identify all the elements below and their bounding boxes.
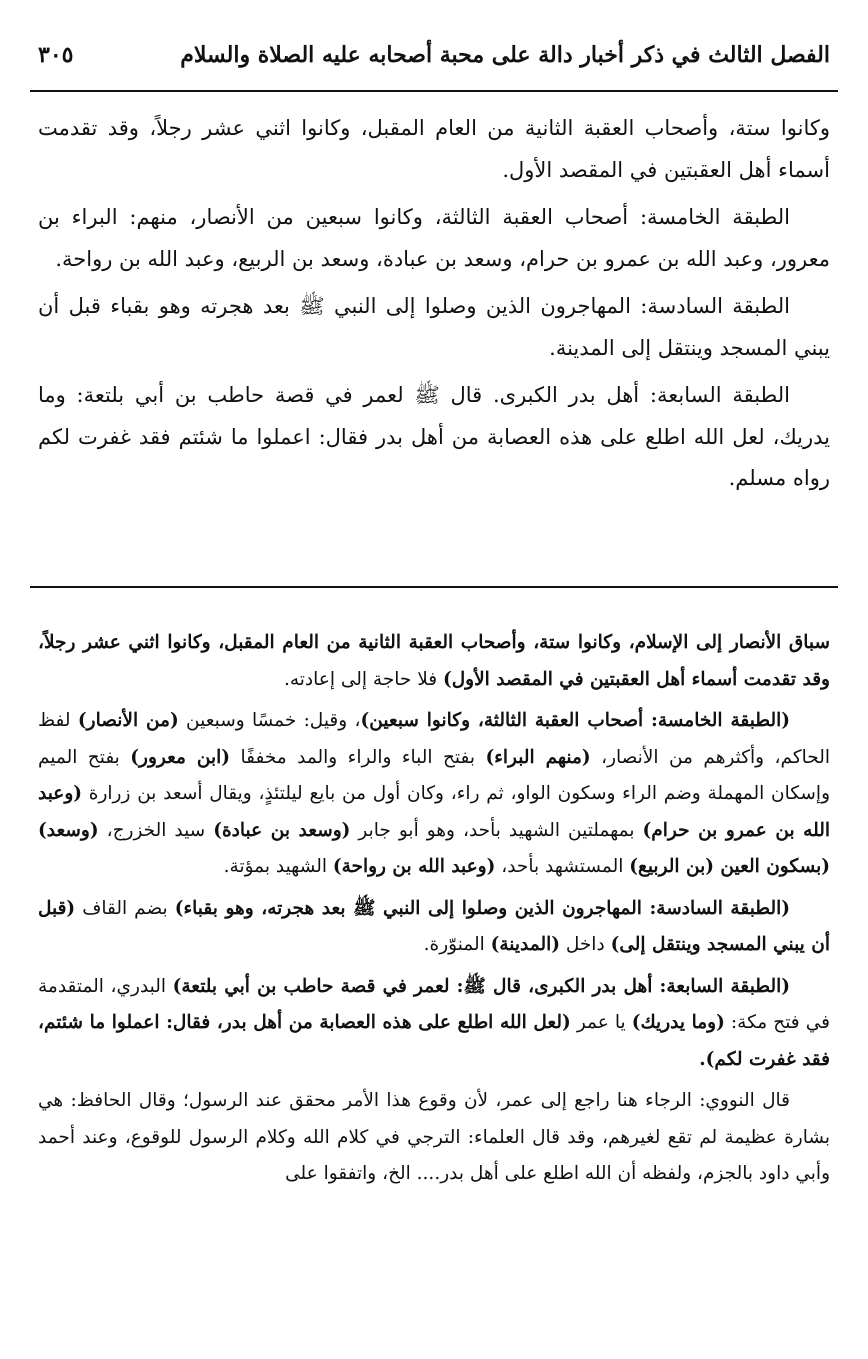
- gloss-text: ، وقيل: خمسًا وسبعين: [178, 710, 361, 731]
- commentary-paragraph: [38, 625, 830, 698]
- commentary-paragraph: [38, 891, 830, 964]
- gloss-text: بفتح الباء والراء والمد مخففًا: [230, 746, 486, 768]
- lemma-text: (ابن معرور): [130, 746, 231, 768]
- gloss-text: داخل: [559, 934, 611, 955]
- lemma-text: (وسعد): [38, 819, 99, 841]
- matn-paragraph: الطبقة الخامسة: أصحاب العقبة الثالثة، وكانوا سبعين من الأنصار، منهم: البراء بن معرور، وعبد الله بن عمرو بن حرام، وسعد بن عبادة، وسعد بن الربيع، وعبد الله بن رواحة.: [38, 205, 830, 271]
- gloss-text: يا عمر: [570, 1012, 632, 1033]
- matn-paragraph: الطبقة السادسة: المهاجرون الذين وصلوا إلى النبي ﷺ بعد هجرته وهو بقباء قبل أن يبني المسجد وينتقل إلى المدينة.: [38, 294, 830, 360]
- lemma-text: (وعبد الله بن عمرو بن حرام): [38, 783, 830, 841]
- lemma-text: (وما يدريك): [631, 1012, 725, 1033]
- gloss-text: لفظ الحاكم، وأكثرهم من الأنصار،: [38, 710, 830, 768]
- commentary-paragraph: [38, 703, 830, 886]
- header-rule: [30, 90, 838, 92]
- main-text: [38, 108, 830, 506]
- gloss-text: المنوّرة.: [423, 934, 491, 955]
- gloss-text: البدري، المتقدمة في فتح مكة:: [38, 975, 830, 1033]
- gloss-text: سيد الخزرج،: [98, 819, 214, 841]
- page-header: [38, 42, 830, 68]
- lemma-text: (منهم البراء): [485, 746, 591, 768]
- page-number: ٣٠٥: [38, 42, 74, 68]
- gloss-text: المستشهد بأحد،: [495, 856, 630, 877]
- gloss-text: بمهملتين الشهيد بأحد، وهو أبو جابر: [350, 819, 643, 841]
- lemma-text: (لعل الله اطلع على هذه العصابة من أهل بدر، فقال: اعملوا ما شئتم، فقد غفرت لكم).: [38, 1012, 830, 1070]
- running-title: الفصل الثالث في ذكر أخبار دالة على محبة أصحابه عليه الصلاة والسلام: [180, 42, 830, 68]
- separator-rule: [30, 586, 838, 588]
- commentary-paragraph: قال النووي: الرجاء هنا راجع إلى عمر، لأن وقوع هذا الأمر محقق عند الرسول؛ وقال الحافظ: هي بشارة عظيمة لم تقع لغيرهم، وقد قال العلماء: الترجي في كلام الله وكلام الرسول للوقوع، وعند أحمد وأبي داود بالجزم، ولفظه أن الله اطلع على أهل بدر.... الخ، واتفقوا على: [38, 1090, 830, 1184]
- gloss-text: بضم القاف: [75, 897, 175, 919]
- commentary-paragraph: [38, 969, 830, 1079]
- lemma-text: (بسكون العين (بن الربيع): [629, 856, 830, 877]
- gloss-text: فلا حاجة إلى إعادته.: [283, 668, 443, 690]
- lemma-text: (من الأنصار): [77, 710, 179, 731]
- lemma-text: (الطبقة الخامسة: أصحاب العقبة الثالثة، وكانوا سبعين): [360, 710, 791, 731]
- gloss-text: الشهيد بمؤتة.: [223, 856, 333, 877]
- lemma-text: سباق الأنصار إلى الإسلام، وكانوا ستة، وأصحاب العقبة الثانية من العام المقبل، وكانوا اثني عشر رجلاً، وقد تقدمت أسماء أهل العقبتين في المقصد الأول): [38, 632, 830, 690]
- lemma-text: (وعبد الله بن رواحة): [332, 856, 496, 877]
- matn-paragraph: وكانوا ستة، وأصحاب العقبة الثانية من العام المقبل، وكانوا اثني عشر رجلاً، وقد تقدمت أسماء أهل العقبتين في المقصد الأول.: [38, 116, 830, 182]
- matn-paragraph: الطبقة السابعة: أهل بدر الكبرى. قال ﷺ لعمر في قصة حاطب بن أبي بلتعة: وما يدريك، لعل الله اطلع على هذه العصابة من أهل بدر فقال: اعملوا ما شئتم فقد غفرت لكم رواه مسلم.: [38, 383, 830, 490]
- gloss-text: بفتح الميم وإسكان المهملة وضم الراء وسكون الواو، ثم راء، وكان أول من بايع ليلتئذٍ، ويقال أسعد بن زرارة: [38, 746, 830, 804]
- lemma-text: (قبل أن يبني المسجد وينتقل إلى): [38, 897, 830, 955]
- lemma-text: (الطبقة السابعة: أهل بدر الكبرى، قال ﷺ: لعمر في قصة حاطب بن أبي بلتعة): [172, 975, 791, 997]
- commentary-text: [38, 625, 830, 1198]
- lemma-text: (المدينة): [490, 934, 560, 955]
- lemma-text: (الطبقة السادسة: المهاجرون الذين وصلوا إلى النبي ﷺ بعد هجرته، وهو بقباء): [174, 897, 790, 919]
- lemma-text: (وسعد بن عبادة): [213, 819, 351, 841]
